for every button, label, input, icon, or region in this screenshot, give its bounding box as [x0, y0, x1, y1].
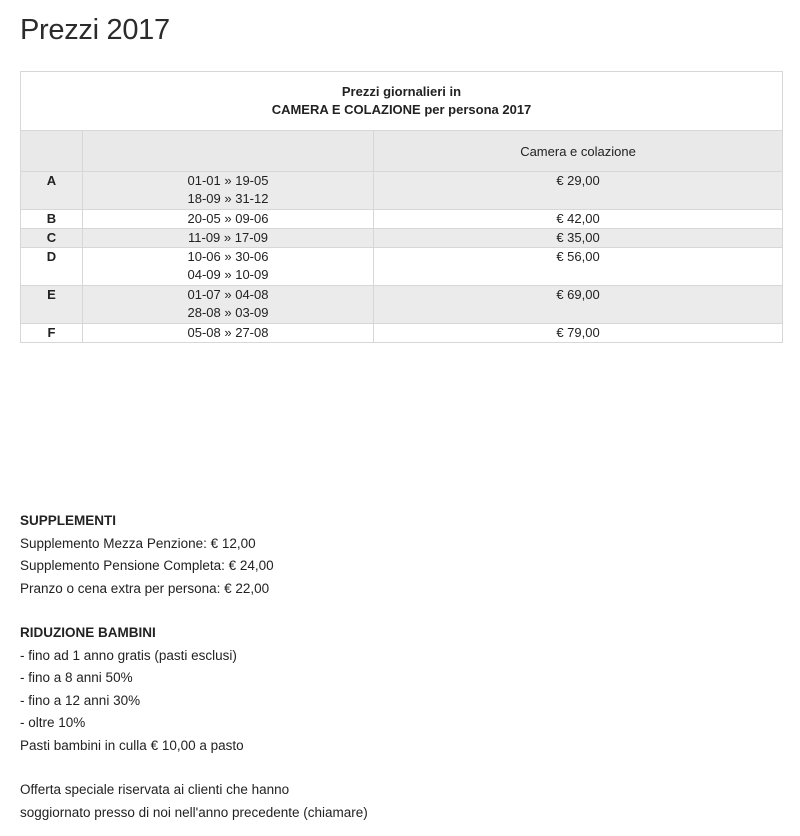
- date-range: 28-08 » 03-09: [187, 305, 269, 320]
- date-range: 05-08 » 27-08: [187, 325, 269, 340]
- table-row: [21, 324, 783, 343]
- period-letter: F: [21, 324, 83, 343]
- info-section: [20, 510, 720, 824]
- period-dates: [83, 210, 374, 229]
- table-header-row: [21, 131, 783, 172]
- supplement-line: Supplemento Mezza Penzione: € 12,00: [20, 535, 256, 551]
- children-line: - fino a 12 anni 30%: [20, 692, 141, 708]
- supplements-heading: SUPPLEMENTI: [20, 513, 117, 528]
- period-price: € 29,00: [374, 172, 783, 210]
- header-empty-cell: [21, 131, 83, 172]
- period-dates: [83, 324, 374, 343]
- period-price: € 79,00: [374, 324, 783, 343]
- period-price: € 56,00: [374, 248, 783, 286]
- table-row: [21, 229, 783, 248]
- header-empty-cell: [83, 131, 374, 172]
- period-price: € 35,00: [374, 229, 783, 248]
- offer-line: Offerta speciale riservata ai clienti che hanno: [20, 782, 290, 797]
- period-dates: [83, 172, 374, 210]
- caption-line-2: CAMERA E COLAZIONE per persona 2017: [271, 102, 532, 117]
- period-dates: [83, 229, 374, 248]
- spacer: [20, 600, 720, 622]
- children-heading: RIDUZIONE BAMBINI: [20, 625, 156, 640]
- table-caption-row: [21, 72, 783, 131]
- table-row: [21, 248, 783, 286]
- children-line: - oltre 10%: [20, 715, 86, 730]
- column-header-camera-colazione: Camera e colazione: [374, 131, 783, 172]
- date-range: 10-06 » 30-06: [187, 249, 269, 264]
- date-range: 04-09 » 10-09: [187, 267, 269, 282]
- date-range: 20-05 » 09-06: [187, 211, 269, 226]
- period-dates: [83, 248, 374, 286]
- date-range: 18-09 » 31-12: [187, 191, 269, 206]
- table-row: [21, 210, 783, 229]
- caption-line-1: Prezzi giornalieri in: [341, 84, 462, 99]
- date-range: 01-07 » 04-08: [187, 287, 269, 302]
- table-row: [21, 286, 783, 324]
- children-line: - fino ad 1 anno gratis (pasti esclusi): [20, 647, 237, 663]
- period-price: € 69,00: [374, 286, 783, 324]
- period-letter: B: [21, 210, 83, 229]
- price-table: [20, 71, 783, 343]
- date-range: 01-01 » 19-05: [187, 173, 269, 188]
- offer-line: soggiornato presso di noi nell'anno precedente (chiamare): [20, 804, 368, 820]
- period-letter: A: [21, 172, 83, 210]
- period-letter: D: [21, 248, 83, 286]
- period-price: € 42,00: [374, 210, 783, 229]
- table-row: [21, 172, 783, 210]
- supplement-line: Supplemento Pensione Completa: € 24,00: [20, 558, 274, 573]
- spacer: [20, 757, 720, 779]
- supplement-line: Pranzo o cena extra per persona: € 22,00: [20, 580, 270, 596]
- date-range: 11-09 » 17-09: [188, 230, 268, 245]
- period-dates: [83, 286, 374, 324]
- children-line: - fino a 8 anni 50%: [20, 670, 133, 685]
- children-line: Pasti bambini in culla € 10,00 a pasto: [20, 737, 244, 753]
- period-letter: C: [21, 229, 83, 248]
- page-title: Prezzi 2017: [20, 14, 170, 46]
- period-letter: E: [21, 286, 83, 324]
- table-caption: [21, 72, 783, 131]
